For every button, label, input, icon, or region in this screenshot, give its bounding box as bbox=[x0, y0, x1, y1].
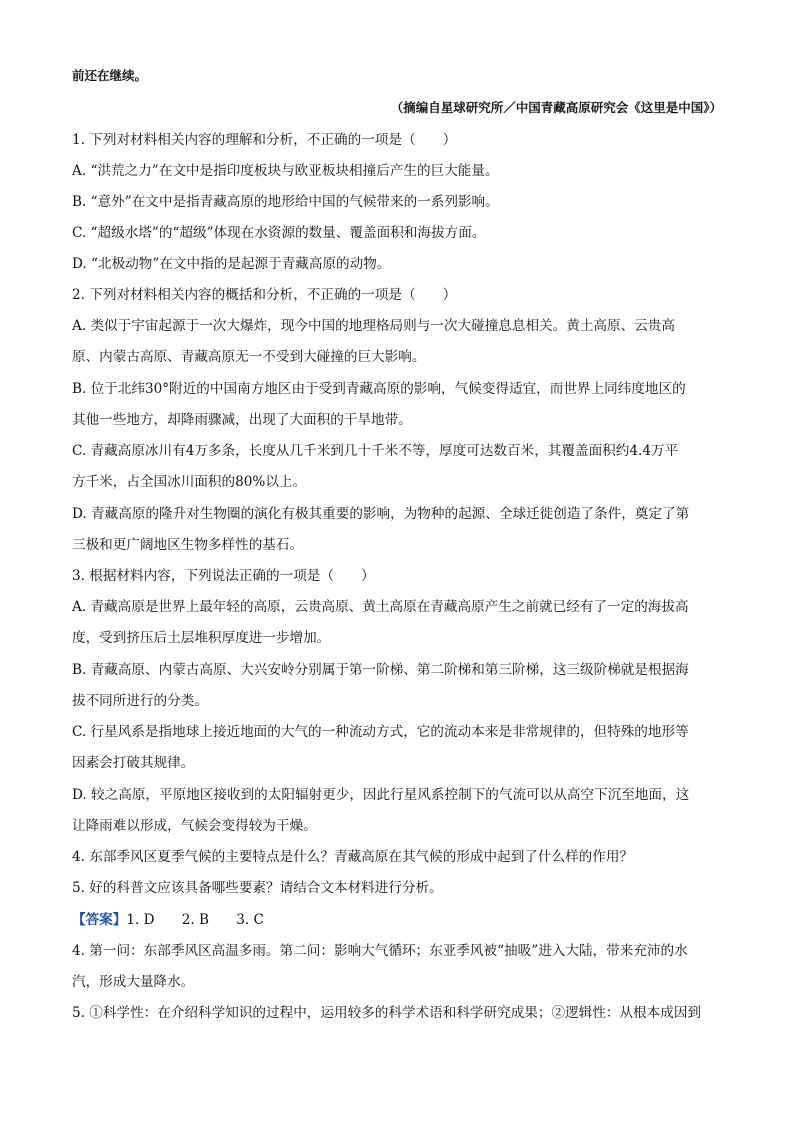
option-line: B. 位于北纬30°附近的中国南方地区由于受到青藏高原的影响，气候变得适宜，而世界上同纬度地区的 bbox=[72, 381, 686, 397]
option-line: 度，受到挤压后土层堆积厚度进一步增加。 bbox=[72, 630, 331, 646]
option-line: A. 青藏高原是世界上最年轻的高原，云贵高原、黄土高原在青藏高原产生之前就已经有了一定的海拔高 bbox=[72, 599, 689, 615]
option-line: B. “意外”在文中是指青藏高原的地形给中国的气候带来的一系列影响。 bbox=[72, 194, 499, 210]
answer-explanation-line: 汽，形成大量降水。 bbox=[72, 974, 195, 990]
option-line: A. “洪荒之力”在文中是指印度板块与欧亚板块相撞后产生的巨大能量。 bbox=[72, 163, 499, 179]
option-line: D. “北极动物”在文中指的是起源于青藏高原的动物。 bbox=[72, 256, 391, 272]
question-line: 5. 好的科普文应该具备哪些要素？请结合文本材料进行分析。 bbox=[72, 880, 443, 896]
continuation-text: 前还在继续。 bbox=[72, 68, 148, 83]
answer-text: 1. D 2. B 3. C bbox=[126, 912, 264, 928]
option-line: B. 青藏高原、内蒙古高原、大兴安岭分别属于第一阶梯、第二阶梯和第三阶梯，这三级阶梯就是根据海 bbox=[72, 662, 689, 678]
option-line: D. 青藏高原的隆升对生物圈的演化有极其重要的影响，为物种的起源、全球迁徙创造了条件，奠定了第 bbox=[72, 506, 690, 522]
option-line: 三极和更广阔地区生物多样性的基石。 bbox=[72, 537, 304, 553]
source-citation: （摘编自星球研究所／中国青藏高原研究会《这里是中国》） bbox=[390, 100, 722, 115]
answer-explanation-line: 5. ①科学性：在介绍科学知识的过程中，运用较多的科学术语和科学研究成果；②逻辑性：从根本成因到 bbox=[72, 1005, 702, 1021]
answer-tag: 【答案】 bbox=[72, 912, 127, 928]
option-line: C. 行星风系是指地球上接近地面的大气的一种流动方式，它的流动本来是非常规律的，但特殊的地形等 bbox=[72, 724, 689, 740]
answer-line bbox=[72, 910, 722, 930]
question-line: 4. 东部季风区夏季气候的主要特点是什么？青藏高原在其气候的形成中起到了什么样的作用？ bbox=[72, 849, 634, 865]
question-line: 1. 下列对材料相关内容的理解和分析，不正确的一项是（ ） bbox=[72, 132, 457, 148]
option-line: 让降雨难以形成，气候会变得较为干燥。 bbox=[72, 818, 317, 834]
option-line: 其他一些地方，却降雨骤减，出现了大面积的干旱地带。 bbox=[72, 412, 412, 428]
answer-explanation-line: 4. 第一问：东部季风区高温多雨。第二问：影响大气循环；东亚季风被“抽吸”进入大陆，带来充沛的水 bbox=[72, 943, 688, 959]
question-line: 2. 下列对材料相关内容的概括和分析，不正确的一项是（ ） bbox=[72, 287, 457, 303]
option-line: D. 较之高原，平原地区接收到的太阳辐射更少，因此行星风系控制下的气流可以从高空下沉至地面，这 bbox=[72, 787, 690, 803]
option-line: 拔不同所进行的分类。 bbox=[72, 693, 208, 709]
option-line: 因素会打破其规律。 bbox=[72, 755, 195, 771]
option-line: C. 青藏高原冰川有4万多条，长度从几千米到几十千米不等，厚度可达数百米，其覆盖面积约4.4万平 bbox=[72, 443, 679, 459]
option-line: 原、内蒙古高原、青藏高原无一不受到大碰撞的巨大影响。 bbox=[72, 349, 426, 365]
option-line: C. “超级水塔”的“超级”体现在水资源的数量、覆盖面积和海拔方面。 bbox=[72, 225, 486, 241]
question-line: 3. 根据材料内容，下列说法正确的一项是（ ） bbox=[72, 568, 375, 584]
option-line: 方千米，占全国冰川面积的80%以上。 bbox=[72, 474, 307, 490]
option-line: A. 类似于宇宙起源于一次大爆炸，现今中国的地理格局则与一次大碰撞息息相关。黄土高原、云贵高 bbox=[72, 318, 675, 334]
